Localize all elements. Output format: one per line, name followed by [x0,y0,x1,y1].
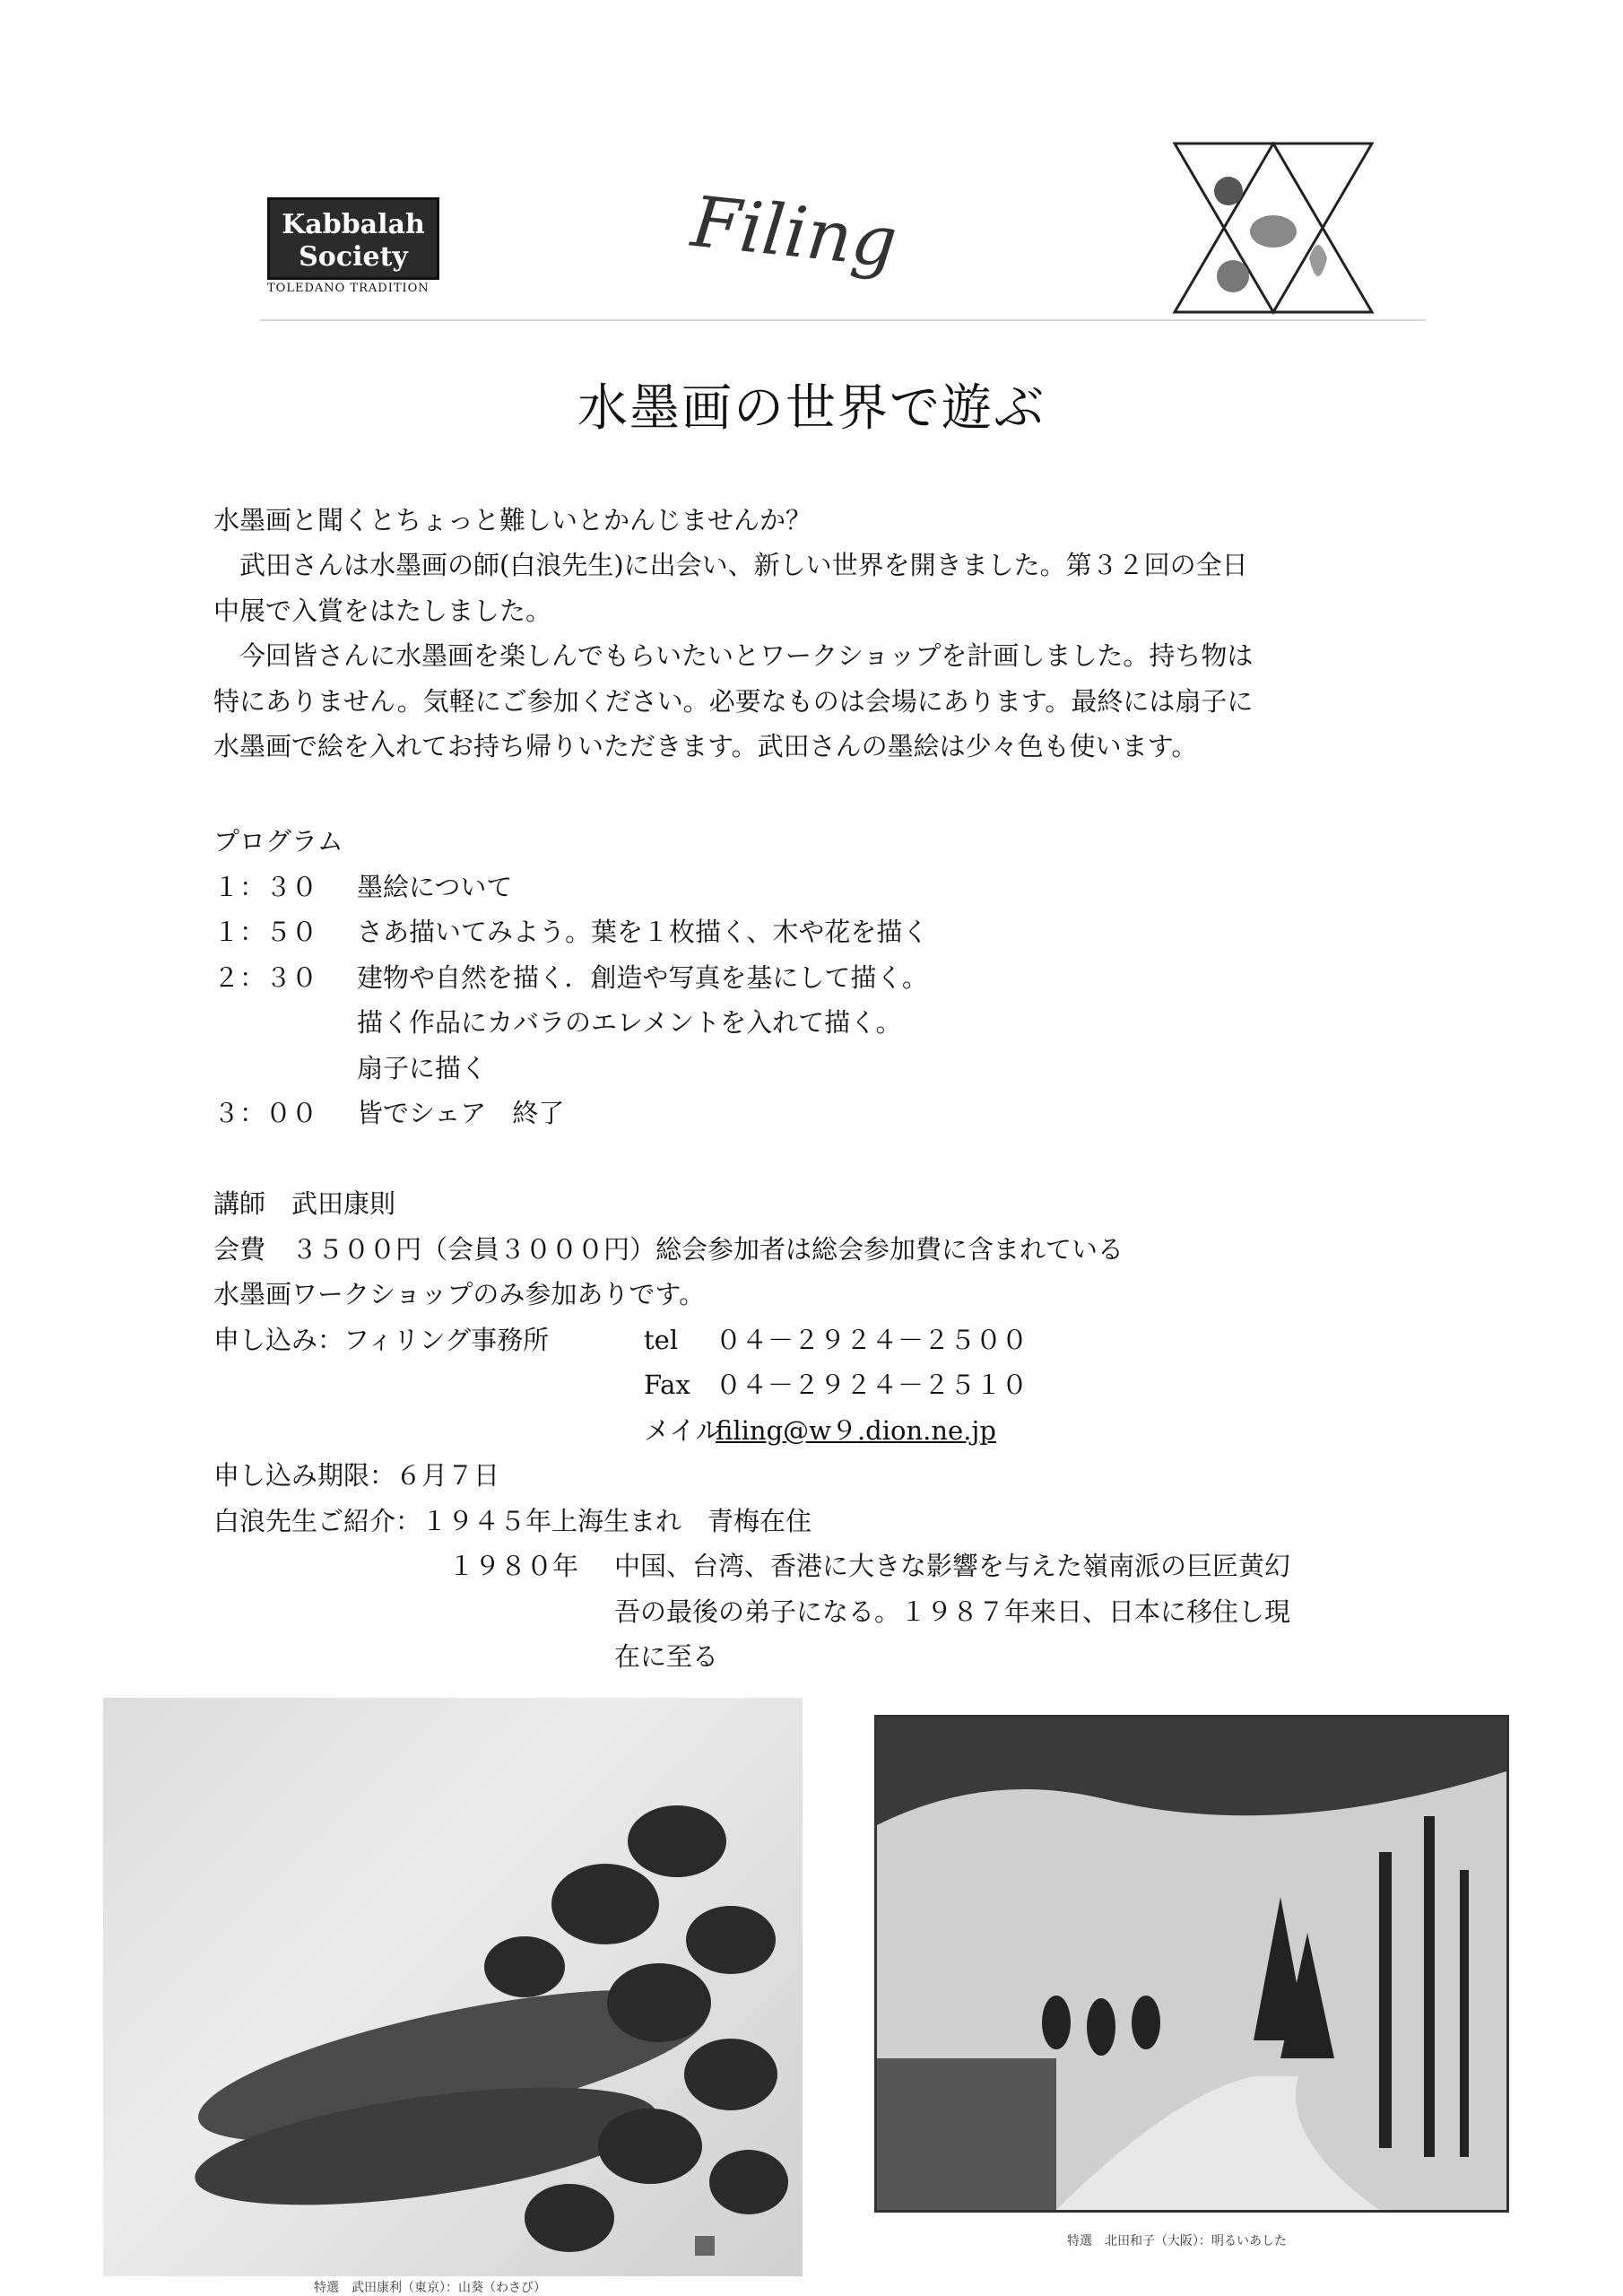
fax-value: ０４－２９２４－２５１０ [716,1370,1028,1400]
program-desc: 墨絵について [357,872,513,902]
fee-line: 会費 ３５００円（会員３０００円）総会参加者は総会参加費に含まれている [213,1234,1124,1265]
program-desc: 扇子に描く [357,1053,488,1083]
program-heading: プログラム [213,826,343,857]
filing-logo-text: Filing [688,181,901,284]
apply-label: 申し込み：フィリング事務所 [213,1325,550,1355]
tel-value: ０４－２９２４－２５００ [716,1325,1028,1355]
program-desc: さあ描いてみよう。葉を１枚描く、木や花を描く [357,917,929,947]
program-desc: 描く作品にカバラのエレメントを入れて描く。 [357,1007,902,1038]
program-time: ３：００ [213,1098,318,1128]
teacher-intro-line: 白浪先生ご紹介：１９４５年上海生まれ 青梅在住 [213,1506,812,1536]
ink-painting-wasabi [103,1698,803,2276]
kabbalah-tradition-text: TOLEDANO TRADITION [267,282,430,295]
intro-line: 水墨画で絵を入れてお持ち帰りいただきます。武田さんの墨絵は少々色も使います。 [213,731,1198,761]
page-title: 水墨画の世界で遊ぶ [577,379,1046,438]
program-desc: 建物や自然を描く．創造や写真を基にして描く。 [357,962,928,993]
deadline-line: 申し込み期限：６月７日 [213,1460,500,1491]
program-time: １：５０ [213,917,318,947]
instructor-line: 講師 武田康則 [213,1188,396,1219]
header-divider [260,319,1426,321]
teacher-year: １９８０年 [448,1551,579,1581]
logo-text-line1: Kabbalah [282,209,425,240]
tel-label: tel [644,1325,679,1355]
intro-line: 特にありません。気軽にご参加ください。必要なものは会場にあります。最終には扇子に [213,686,1254,717]
intro-line: 水墨画と聞くとちょっと難しいとかんじませんか？ [213,505,812,535]
program-desc: 皆でシェア 終了 [357,1098,565,1128]
hexagram-logo [1166,142,1381,317]
intro-line: 武田さんは水墨画の師(白浪先生)に出会い、新しい世界を開きました。第３２回の全日 [213,550,1248,580]
teacher-bio-line: 吾の最後の弟子になる。１９８７年来日、日本に移住し現 [614,1596,1291,1627]
fee-note: 水墨画ワークショップのみ参加ありです。 [213,1279,706,1309]
logo-text-line2: Society [299,241,408,273]
painting-caption: 特選 武田康利（東京）：山葵（わさび） [314,2281,546,2295]
teacher-bio-line: 中国、台湾、香港に大きな影響を与えた嶺南派の巨匠黄幻 [614,1551,1291,1581]
kabbalah-society-logo [267,197,439,280]
filing-logo [681,170,906,314]
mail-label: メイル [644,1415,722,1446]
teacher-bio-line: 在に至る [614,1641,719,1672]
fax-label: Fax [644,1370,690,1400]
yin-yang-icon [1214,177,1243,205]
mail-link[interactable]: filing@w９.dion.ne.jp [716,1415,996,1446]
shell-icon [1217,260,1249,292]
jellyfish-icon [1309,245,1327,276]
program-time: １：３０ [213,872,318,902]
painting-caption: 特選 北田和子（大阪）：明るいあした [1067,2234,1287,2248]
program-time: ２：３０ [213,962,318,993]
intro-line: 中展で入賞をはたしました。 [213,596,552,626]
figure-icon [1250,215,1297,248]
intro-line: 今回皆さんに水墨画を楽しんでもらいたいとワークショップを計画しました。持ち物は [213,640,1254,671]
ink-painting-landscape [874,1715,1509,2213]
